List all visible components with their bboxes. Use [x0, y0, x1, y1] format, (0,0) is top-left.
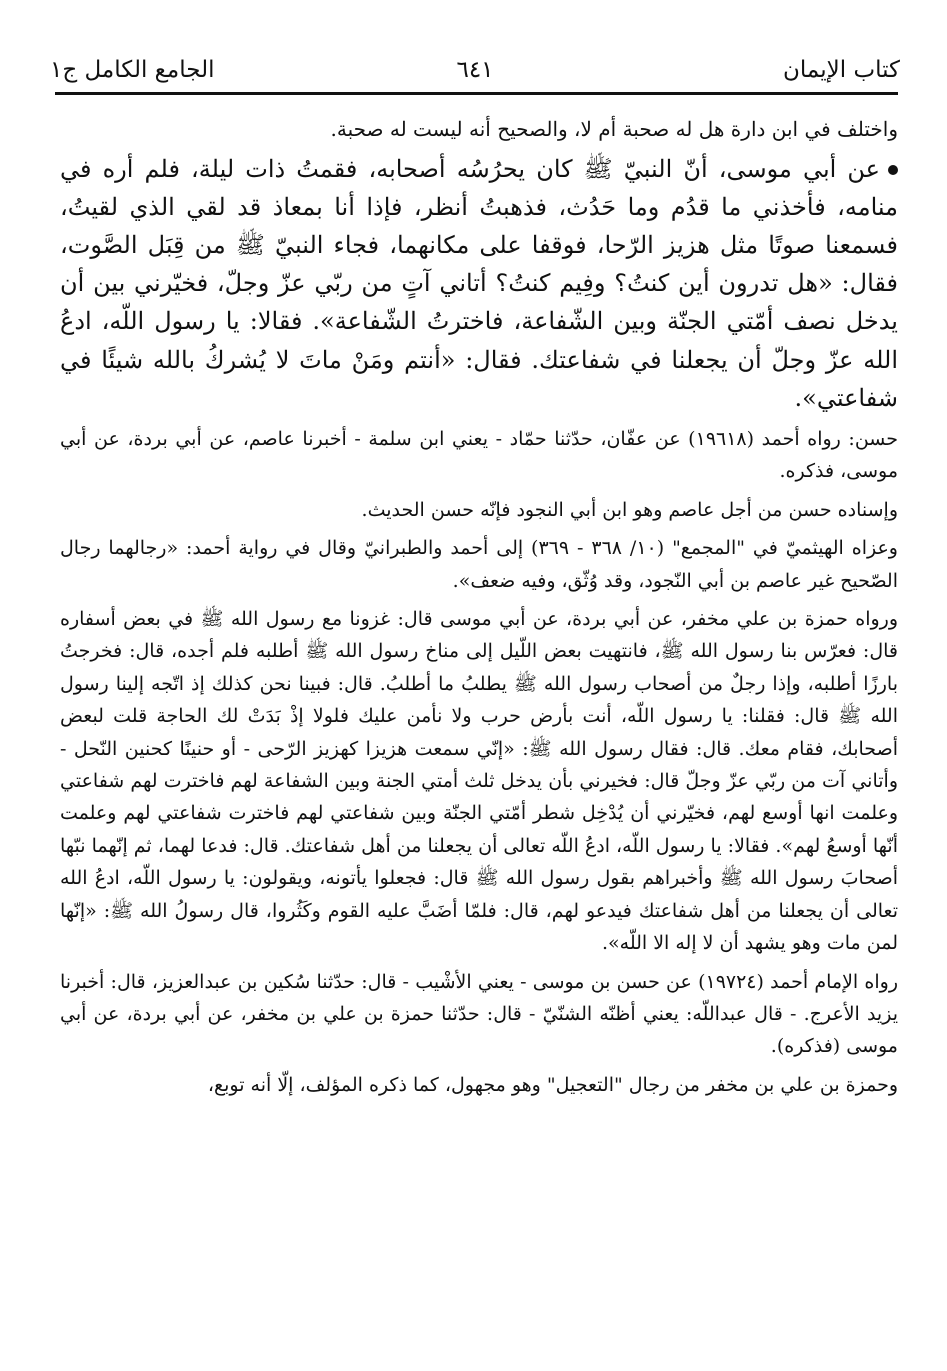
page-body	[60, 112, 898, 1101]
final-note-paragraph: وحمزة بن علي بن مخفر من رجال "التعجيل" وهو مجهول، كما ذكره المؤلف، إلّا أنه توبع،	[207, 1073, 898, 1096]
takhrij-paragraph: حسن: رواه أحمد (١٩٦١٨) عن عفّان، حدّثنا حمّاد - يعني ابن سلمة - أخبرنا عاصم، عن أبي بردة، عن أبي موسى، فذكره.	[60, 428, 898, 483]
bullet-icon	[888, 165, 898, 175]
hamza-narration-paragraph: ورواه حمزة بن علي مخفر، عن أبي بردة، عن أبي موسى قال: غزونا مع رسول الله ﷺ في بعض أسفاره قال: فعرّس بنا رسول الله ﷺ، فانتهيت بعض اللّيل إلى مناخ رسول الله ﷺ أطلبه فلم أجده، قال: فخرجتُ بارزًا أطلبه، وإذا رجلٌ من أصحاب رسول الله ﷺ يطلبُ ما أطلبُ. قال: فبينا نحن كذلك إذ اتّجه إلينا رسول الله ﷺ قال: فقلنا: يا رسول اللّه، أنت بأرض حرب ولا نأمن عليك فلولا إذْ بَدَتْ لك الحاجة قلت لبعض أصحابك، فقام معك. قال: فقال رسول الله ﷺ: «إنّي سمعت هزيزا كهزيز الرّحى - أو حنينًا كحنين النّحل - وأتاني آت من ربّي عزّ وجلّ قال: فخيرني بأن يدخل ثلث أمتي الجنة وبين الشفاعة لهم فاخترت لهم شفاعتي وعلمت انها أوسع لهم، فخيّرني أن يُدْخِل شطر أمّتي الجنّة وبين شفاعتي لهم فاخترت شفاعتي لهم وعلمت أنّها أوسعُ لهم». فقالا: يا رسول اللّه، ادعُ اللّه تعالى أن يجعلنا من أهل شفاعتك. قال: فدعا لهما، ثم إنّهما نبّها أصحابَ رسول الله ﷺ وأخبراهم بقول رسول الله ﷺ قال: فجعلوا يأتونه، ويقولون: يا رسول اللّه، ادعُ الله تعالى أن يجعلنا من أهل شفاعتك فيدعو لهم، قال: فلمّا أضَبَّ عليه القوم وكَثُروا، قال رسولُ الله ﷺ: «إنّها لمن مات وهو يشهد أن لا إله الا اللّه».	[60, 608, 898, 955]
page-number: ٦٤١	[456, 57, 494, 83]
header-divider	[55, 92, 898, 95]
page-header	[50, 52, 900, 92]
haythami-paragraph: وعزاه الهيثميّ في "المجمع" (١٠/ ٣٦٨ - ٣٦٩) إلى أحمد والطبرانيّ وقال في رواية أحمد: «رجالهما رجال الصّحيح غير عاصم بن أبي النّجود، وقد وُثّق، وفيه ضعف».	[60, 537, 898, 592]
hadith-text: عن أبي موسى، أنّ النبيّ ﷺ كان يحرُسُه أصحابه، فقمتُ ذات ليلة، فلم أره في منامه، فأخذني ما قدُم وما حَدُث، فذهبتُ أنظر، فإذا أنا بمعاذ قد لقي الذي لقيتُ، فسمعنا صوتًا مثل هزيز الرّحا، فوقفا على مكانهما، فجاء النبيّ ﷺ من قِبَل الصَّوت، فقال: «هل تدرون أين كنتُ؟ وفِيم كنتُ؟ أتاني آتٍ من ربّي عزّ وجلّ، فخيّرني بين أن يدخل نصف أمّتي الجنّة وبين الشّفاعة، فاخترتُ الشّفاعة». فقالا: يا رسول اللّه، ادعُ الله عزّ وجلّ أن يجعلنا في شفاعتك. فقال: «أنتم ومَنْ ماتَ لا يُشركُ بالله شيئًا في شفاعتي».	[60, 154, 899, 412]
book-title: كتاب الإيمان	[783, 57, 900, 83]
isnad-paragraph: وإسناده حسن من أجل عاصم وهو ابن أبي النجود فإنّه حسن الحديث.	[361, 498, 898, 521]
takhrij-ahmad-paragraph: رواه الإمام أحمد (١٩٧٢٤) عن حسن بن موسى - يعني الأشْيب - قال: حدّثنا سُكين بن عبدالعزيز، قال: أخبرنا يزيد الأعرج. - قال عبداللّه: يعني أظنّه الشنّيّ - قال: حدّثنا حمزة بن علي بن مخفر، عن أبي بردة، عن أبي موسى (فذكره).	[60, 970, 898, 1058]
hadith-paragraph	[60, 150, 898, 417]
collection-title: الجامع الكامل ج١	[50, 57, 215, 83]
intro-paragraph: واختلف في ابن دارة هل له صحبة أم لا، والصحيح أنه ليست له صحبة.	[330, 117, 898, 141]
